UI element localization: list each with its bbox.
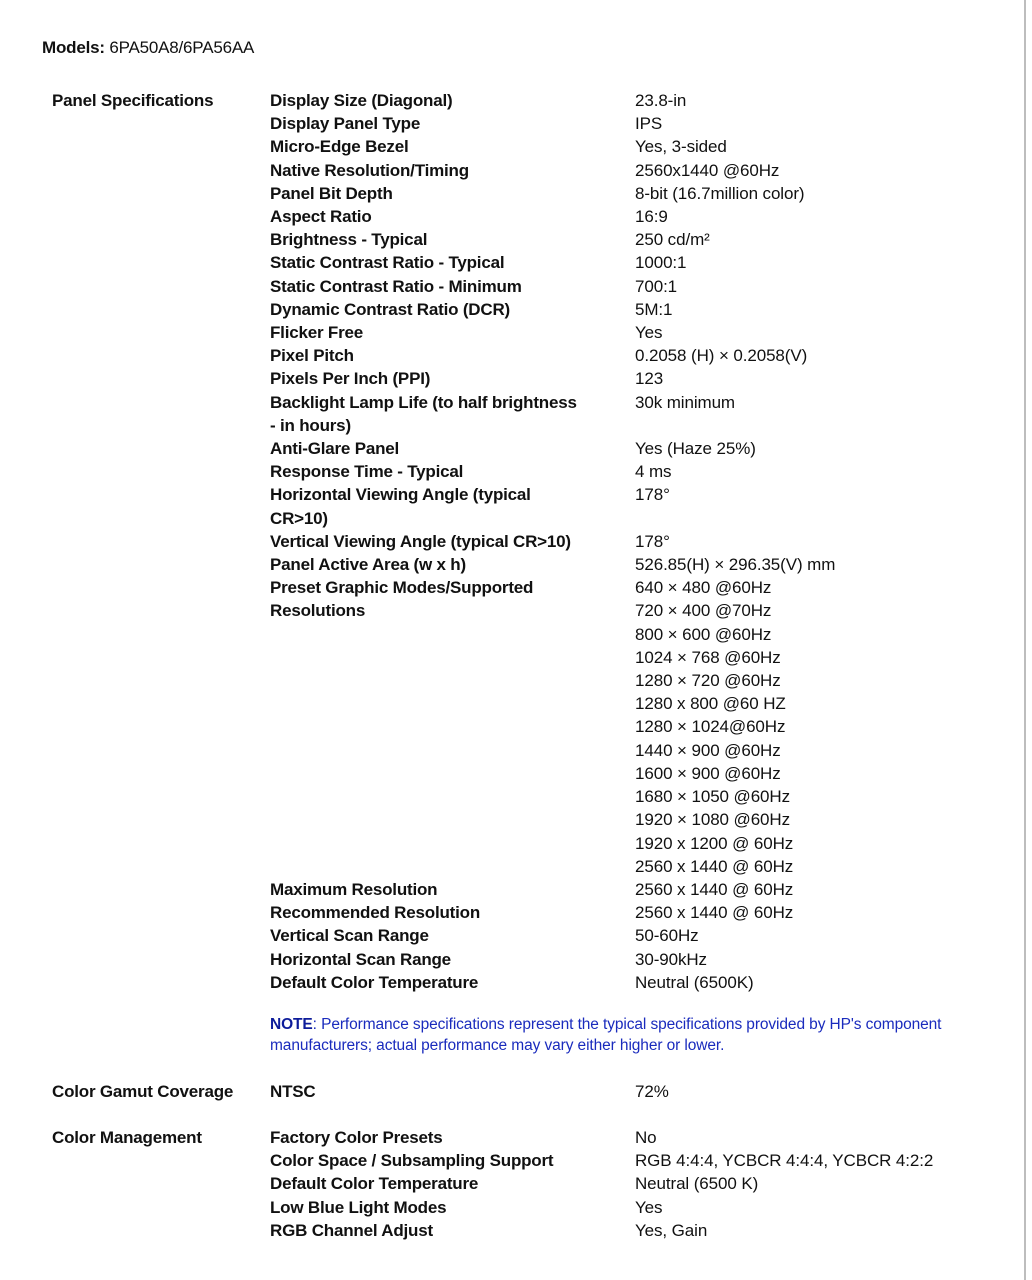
spec-row [270, 1080, 1010, 1103]
models-value: 6PA50A8/6PA56AA [109, 38, 255, 57]
spec-value: Yes [635, 1197, 663, 1217]
spec-value: 1000:1 [635, 253, 687, 273]
spec-row [270, 367, 1010, 390]
spec-label: Native Resolution/Timing [270, 160, 469, 180]
spec-row [270, 437, 1010, 460]
spec-row [270, 483, 1010, 529]
spec-row [270, 1219, 1010, 1242]
spec-label: Flicker Free [270, 323, 364, 343]
spec-value: 50-60Hz [635, 926, 699, 946]
models-label: Models: [42, 38, 105, 57]
spec-label: Vertical Viewing Angle (typical CR>10) [270, 531, 571, 551]
spec-value: Neutral (6500K) [635, 972, 754, 992]
spec-value: 0.2058 (H) × 0.2058(V) [635, 346, 808, 366]
spec-value: Yes [635, 323, 663, 343]
spec-row [270, 112, 1010, 135]
spec-row [270, 135, 1010, 158]
spec-label: Factory Color Presets [270, 1128, 443, 1147]
spec-row [270, 205, 1010, 228]
spec-value: 2560 x 1440 @ 60Hz [635, 903, 794, 923]
spec-value: 72% [635, 1082, 669, 1101]
spec-row [270, 948, 1010, 971]
spec-value: 526.85(H) × 296.35(V) mm [635, 555, 836, 575]
spec-label: Panel Bit Depth [270, 183, 393, 203]
spec-row [270, 89, 1010, 112]
spec-value: 5M:1 [635, 299, 673, 319]
spec-label: NTSC [270, 1082, 316, 1101]
spec-label: Static Contrast Ratio - Typical [270, 253, 505, 273]
spec-row [270, 298, 1010, 321]
spec-value: 16:9 [635, 207, 668, 227]
spec-row [270, 1126, 1010, 1149]
spec-row [270, 321, 1010, 344]
spec-label: Default Color Temperature [270, 1174, 479, 1194]
spec-value: RGB 4:4:4, YCBCR 4:4:4, YCBCR 4:2:2 [635, 1151, 934, 1171]
spec-label: RGB Channel Adjust [270, 1220, 433, 1240]
spec-label: Color Space / Subsampling Support [270, 1151, 554, 1171]
spec-rows [270, 1080, 1010, 1103]
spec-row [270, 344, 1010, 367]
spec-row [270, 553, 1010, 576]
spec-label: Micro-Edge Bezel [270, 137, 409, 157]
note-text: : Performance specifications represent the typical specifications provided by HP's component manufacturers; actual performance may vary either higher or lower. [270, 1016, 942, 1054]
spec-value: Yes (Haze 25%) [635, 439, 756, 459]
spec-row [270, 1149, 1010, 1172]
spec-row [270, 460, 1010, 483]
spec-row [270, 1172, 1010, 1195]
spec-value: Yes, 3-sided [635, 137, 727, 157]
spec-value: 30-90kHz [635, 949, 707, 969]
spec-value: Yes, Gain [635, 1220, 708, 1240]
spec-rows [270, 1126, 1010, 1242]
spec-row [270, 391, 1010, 437]
spec-value: 700:1 [635, 276, 678, 296]
spec-row [270, 251, 1010, 274]
spec-label: Display Panel Type [270, 114, 421, 134]
spec-value: 640 × 480 @60Hz 720 × 400 @70Hz 800 × 600 @60Hz 1024 × 768 @60Hz 1280 × 720 @60Hz 1280 x 800 @60 HZ 1280 × 1024@60Hz 1440 × 900 @60Hz 1600 × 900 @60Hz 1680 × 1050 @60Hz 1920 × 1080 @60Hz 1920 x 1200 @ 60Hz 2560 x 1440 @ 60Hz [635, 578, 794, 876]
spec-row [270, 901, 1010, 924]
page-edge [1024, 0, 1026, 1280]
performance-note [270, 1014, 1010, 1056]
spec-row [270, 576, 1010, 878]
spec-row [270, 878, 1010, 901]
spec-row [270, 182, 1010, 205]
spec-value: 2560 x 1440 @ 60Hz [635, 879, 794, 899]
spec-label: Low Blue Light Modes [270, 1197, 447, 1217]
spec-value: 30k minimum [635, 392, 735, 412]
spec-value: 178° [635, 531, 670, 551]
spec-label: Pixel Pitch [270, 346, 354, 366]
spec-label: Brightness - Typical [270, 230, 428, 250]
spec-value: 123 [635, 369, 664, 389]
spec-label: Static Contrast Ratio - Minimum [270, 276, 522, 296]
spec-value: 23.8-in [635, 91, 687, 110]
spec-label: Horizontal Scan Range [270, 949, 451, 969]
spec-row [270, 530, 1010, 553]
spec-label: Dynamic Contrast Ratio (DCR) [270, 299, 510, 319]
spec-label: Display Size (Diagonal) [270, 91, 453, 110]
spec-rows [270, 89, 1010, 994]
spec-row [270, 275, 1010, 298]
spec-row [270, 924, 1010, 947]
section-title: Color Management [52, 1128, 202, 1147]
spec-row [270, 1196, 1010, 1219]
note-label: NOTE [270, 1016, 313, 1033]
spec-value: 4 ms [635, 462, 672, 482]
section-title: Color Gamut Coverage [52, 1082, 234, 1101]
spec-label: Preset Graphic Modes/Supported Resolutions [270, 578, 534, 621]
spec-row [270, 971, 1010, 994]
spec-value: No [635, 1128, 657, 1147]
spec-label: Vertical Scan Range [270, 926, 429, 946]
models-line [42, 37, 254, 59]
spec-row [270, 228, 1010, 251]
spec-value: IPS [635, 114, 663, 134]
spec-value: Neutral (6500 K) [635, 1174, 759, 1194]
spec-label: Maximum Resolution [270, 879, 438, 899]
spec-row [270, 159, 1010, 182]
spec-value: 178° [635, 485, 670, 505]
spec-label: Aspect Ratio [270, 207, 372, 227]
spec-value: 8-bit (16.7million color) [635, 183, 805, 203]
spec-value: 2560x1440 @60Hz [635, 160, 780, 180]
spec-label: Backlight Lamp Life (to half brightness - in hours) [270, 392, 577, 435]
spec-label: Default Color Temperature [270, 972, 479, 992]
spec-label: Anti-Glare Panel [270, 439, 400, 459]
section-title: Panel Specifications [52, 91, 214, 110]
spec-label: Recommended Resolution [270, 903, 481, 923]
spec-value: 250 cd/m² [635, 230, 710, 250]
spec-label: Pixels Per Inch (PPI) [270, 369, 431, 389]
spec-label: Panel Active Area (w x h) [270, 555, 466, 575]
spec-label: Response Time - Typical [270, 462, 464, 482]
spec-label: Horizontal Viewing Angle (typical CR>10) [270, 485, 531, 528]
